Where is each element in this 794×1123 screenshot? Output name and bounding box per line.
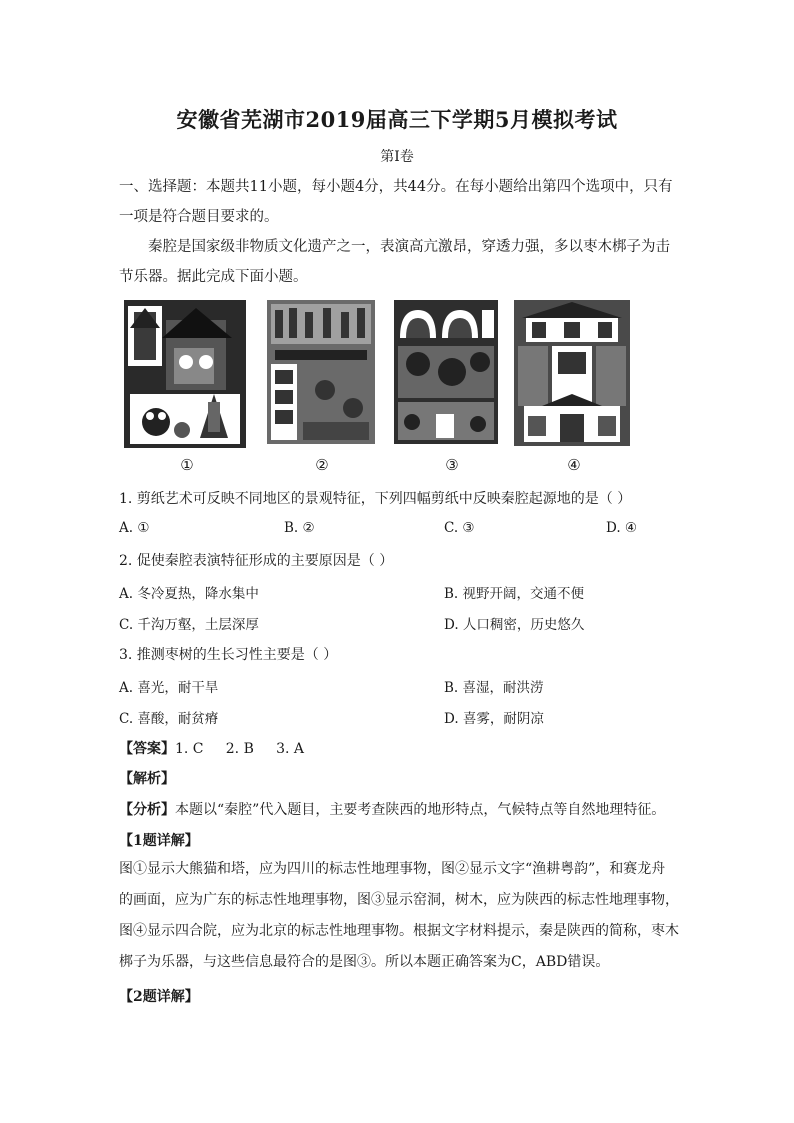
question-2-stem: 2. 促使秦腔表演特征形成的主要原因是（ ） [119, 553, 394, 569]
answer-text: 1. C 2. B 3. A [175, 741, 305, 757]
figure-2-papercut-image [265, 298, 377, 446]
reading-passage: 秦腔是国家级非物质文化遗产之一，表演高亢激昂，穿透力强，多以枣木梆子为击节乐器。据此完成下面小题。 [119, 239, 670, 285]
question-3-option-b: B. 喜湿，耐洪涝 [444, 680, 544, 696]
question-1-stem: 1. 剪纸艺术可反映不同地区的景观特征，下列四幅剪纸中反映秦腔起源地的是（ ） [119, 491, 632, 507]
question-1-option-c: C. ③ [444, 520, 475, 536]
question-1-option-a: A. ① [119, 520, 150, 536]
page-title: 安徽省芜湖市2019届高三下学期5月模拟考试 [176, 107, 618, 132]
question-3-stem: 3. 推测枣树的生长习性主要是（ ） [119, 647, 338, 663]
detail-1-heading: 【1题详解】 [119, 833, 199, 849]
papercut-figures [122, 298, 647, 476]
question-3-option-a: A. 喜光，耐干旱 [119, 680, 219, 696]
figure-4-label: ④ [567, 456, 581, 474]
question-2-option-b: B. 视野开阔，交通不便 [444, 586, 585, 602]
analysis-summary [119, 799, 665, 819]
answer-label: 【答案】 [119, 741, 175, 757]
question-1-option-b: B. ② [284, 520, 315, 536]
question-3-option-d: D. 喜雾，耐阴凉 [444, 711, 544, 727]
analysis-summary-label: 【分析】 [119, 802, 175, 818]
question-2-option-d: D. 人口稠密，历史悠久 [444, 617, 585, 633]
figure-3-papercut-image [392, 298, 500, 446]
detail-2-heading: 【2题详解】 [119, 989, 199, 1005]
detail-1-text: 图①显示大熊猫和塔，应为四川的标志性地理事物，图②显示文字“渔耕粤韵”，和赛龙舟的画面，应为广东的标志性地理事物，图③显示窑洞，树木，应为陕西的标志性地理事物，图④显示四合院，应为北京的标志性地理事物。根据文字材料提示，秦是陕西的简称，枣木梆子为乐器，与这些信息最符合的是图③。所以本题正确答案为C，ABD错误。 [119, 861, 679, 970]
figure-1-papercut-image [122, 298, 248, 450]
question-1-option-d: D. ④ [606, 520, 638, 536]
question-3-option-c: C. 喜酸，耐贫瘠 [119, 711, 219, 727]
volume-subtitle: 第I卷 [380, 149, 414, 165]
analysis-heading: 【解析】 [119, 771, 175, 787]
question-2-option-a: A. 冬冷夏热，降水集中 [119, 586, 259, 602]
section-intro: 一、选择题：本题共11小题，每小题4分，共44分。在每小题给出第四个选项中，只有一项是符合题目要求的。 [119, 179, 673, 225]
figure-3-label: ③ [445, 456, 459, 474]
question-2-option-c: C. 千沟万壑，土层深厚 [119, 617, 259, 633]
figure-1-label: ① [180, 456, 194, 474]
figure-2-label: ② [315, 456, 329, 474]
answer-line [119, 738, 304, 758]
analysis-summary-text: 本题以“秦腔”代入题目，主要考查陕西的地形特点，气候特点等自然地理特征。 [175, 802, 666, 818]
figure-4-papercut-image [512, 298, 632, 448]
